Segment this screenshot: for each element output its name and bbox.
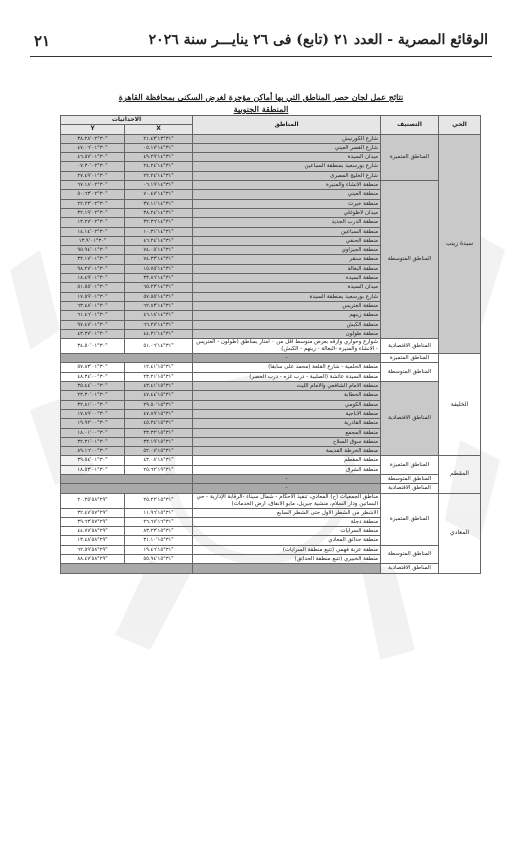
district-cell: المقطم [439, 456, 481, 493]
table-row: ٣٠°٠١'١٨.٥٣" ٣١°١٩'٢٥.٦٢" منطقة الشرق [61, 465, 481, 474]
table-row: ٣٠°٠٠'٣٥.٤٤" ٣١°١٥'٤٣.٤١" منطقة الامام الشافعي والامام الليث المناطق الاقتصادية [61, 382, 481, 391]
table-row: - المناطق الاقتصادية [61, 484, 481, 493]
table-subtitle: المنطقة الجنوبية [233, 104, 289, 114]
gazette-title: الوقائع المصرية - العدد ٢١ (تابع) فى ٢٦ ينايـــر سنة ٢٠٢٦ [148, 32, 488, 48]
table-row: ٢٩°٥٧'٣٢.٤٧" ٣١°١٥'١١.٩٦" الاشطر من الشطر الاول حتى الشطر السابع [61, 508, 481, 517]
table-row: - المناطق المتميزة الخليفة [61, 354, 481, 363]
header-coords: الاحداثيات [61, 116, 193, 125]
class-cell: المناطق المتميزة [381, 456, 439, 475]
table-row: ٣٠°٠١'٤٣.٣٧" ٣١°١٤'٤٤.٣١" منطقة طولون [61, 329, 481, 338]
class-cell: المناطق المتوسطة [381, 545, 439, 564]
class-cell: المناطق الاقتصادية [381, 484, 439, 493]
class-cell: المناطق المتوسطة [381, 181, 439, 339]
table-row: ٣٠°٠١'٢٣.٣٠" ٣١°١٥'٤٧.٤٤" منطقة الحطابة [61, 391, 481, 400]
class-cell: المناطق المتميزة [381, 134, 439, 180]
table-row: ٣٠°٠٢'٢٢.٢٣" ٣١°١٤'٣٧.١١" منطقة خيرت [61, 199, 481, 208]
table-row: ٢٩°٥٨'٤٤.٧٧" ٣١°١٥'٨٣.٢٣" منطقة السرايات [61, 527, 481, 536]
table-row: ٢٩°٥٧'٣٩.٦٣" ٣١°١٦'٢٦.٦٧" منطقة دجلة [61, 517, 481, 526]
table-row: ٣٠°٠١'٩٨.٢٧" ٣١°١٤'١٥.٧٥" منطقة البغالة [61, 264, 481, 273]
district-cell: سيدة زينب [439, 134, 481, 354]
header-rule [30, 56, 492, 57]
table-row: ٣٠°٠١'٢٧.٤٩" ٣١°١٤'٢٢.٢٤" شارع الخليج المصرى [61, 171, 481, 180]
header-district: الحي [439, 116, 481, 135]
table-row: ٣٠°٠١'٩٧.٤٧" ٣١°١٤'٦٦.٢٧" منطقة الكبش [61, 320, 481, 329]
page-number: ٢١ [34, 32, 51, 50]
table-row: ٣٠°٠٠'٨٩.١٦" ٣١°١٥'٥٢.٠٧" منطقة الخرطة القديمة [61, 447, 481, 456]
page-header [30, 30, 492, 56]
header-x: X [125, 125, 193, 134]
table-row: ٣٠°٠١'٩٥.٩٤" ٣١°١٤'٧٤.٠٥" منطقة الجيزاوي [61, 246, 481, 255]
table-row: ٣٠°٠١'٤٧.٠٦" ٣١°١٤'٠٥.١٧" شارع القصر العيني [61, 143, 481, 152]
table-row: - المناطق المتوسطة [61, 474, 481, 483]
table-row: ٣٠°٠١'٦١.٤٦" ٣١°١٤'٤٦.١٨" منطقة زينهم [61, 311, 481, 320]
district-cell: الخليفة [439, 354, 481, 456]
table-row: ٣٠°٠٠'١٩.٩٢" ٣١°١٥'٤٥.٣٤" منطقة القادرية [61, 419, 481, 428]
areas-table-wrapper [60, 115, 480, 574]
table-row: ٢٩°٥٨'٦٢.٥٩" ٣١°١٥'١٩.٤٦" منطقة عزبة فهمي (تتبع منطقة السرايات) المناطق المتوسطة [61, 545, 481, 554]
table-row: ٣٠°٠٠'٤٨.٣٤" ٣١°١٥'٢٣.٢١" منطقة السيدة عائشة (الصليبة - درب غزه - درب الحصر) [61, 372, 481, 381]
table-row: ٣٠°٠٢'٦٧.١٨" ٣١°١٤'٠٦.١٩" منطقة الانشاء والمنيرة المناطق المتوسطة [61, 181, 481, 190]
table-row: ٣٠°٠١'٤٦.٥٧" ٣١°١٤'٤٩.٢٩" ميدان السيدة [61, 153, 481, 162]
table-row: ٣٠°٠٢'١٤.١٤" ٣١°١٤'١٠.٣١" منطقة السباعين [61, 227, 481, 236]
class-cell: المناطق المتميزة [381, 354, 439, 363]
table-row: ٣٠°٠١'٣٣.١٧" ٣١°١٤'٧٤.٣٣" منطقة سنقر [61, 255, 481, 264]
header-y: Y [61, 125, 125, 134]
class-cell: المناطق المتوسطة [381, 474, 439, 483]
header-area: المناطق [193, 116, 381, 135]
table-row: ٣٠°٠١'١٨.٤٩" ٣١°١٤'٣٣.٨٦" منطقة السيدة [61, 274, 481, 283]
class-cell: المناطق المتميزة [381, 493, 439, 545]
table-row: ٢٩°٥٨'٢٠.٣٥" ٣١°١٥'٢٥.٢٢" مناطق الجمعيات (ح) المعادي، تنفيذ الاحكام - شمال سيناء -الرقابة الإدارية - حي البساتين ودار السلام، منشية جبريل، مايو الانفاق، ارض الخدمات) المناطق المتميزة المعادي [61, 493, 481, 508]
areas-table [60, 115, 481, 574]
table-row: ٣٠°٠٢'٣٢.١٩" ٣١°١٤'٣٨.٢٤" ميدان لاظوغلي [61, 208, 481, 217]
table-row: ٣٠°٠١'١٣.٩" ٣١°١٤'٤٦.٢٤" منطقة الحنفي [61, 236, 481, 245]
class-cell: المناطق الاقتصادية [381, 382, 439, 456]
table-row: ٣٠°٠٠'١٧.٨٩" ٣١°١٥'٤٧.٨٩" منطقة الاباجية [61, 409, 481, 418]
table-row: ٣٠°٠١'٦٣.٤٨" ٣١°١٤'٦٢.٨٣" منطقة العتريس [61, 301, 481, 310]
table-row: ٣٠°٠١'٣٩.٥٤" ٣١°١٨'٤٣.٠٨" منطقة المقطم المناطق المتميزة المقطم [61, 456, 481, 465]
table-row: ٣٠°٠١'٣٢.٣١" ٣١°١٥'٣٣.١٩" منطقة سوق السلاح [61, 437, 481, 446]
table-row: ٣٠°٠٢'٣٨.٢٨" ٣١°١٣'٢١.٤٣" شارع الكورنيش المناطق المتميزة سيدة زينب [61, 134, 481, 143]
table-row: ٣٠°٠١'٥١.٥٥" ٣١°١٤'٦٥.٢٣" ميدان السيدة [61, 283, 481, 292]
table-row: ٣٠°٠١'٣٤.٥٠" ٣١°١٤'٥١.٠٦" شوارع وحواري وازقه بعرض متوسط اقل من ٠ امتار بمناطق (طولون - العتريس - الانشاء والمنيرة -البغالة - زينهم - الكبش) المناطق الاقتصادية [61, 339, 481, 354]
table-row: ٣٠°٠١'١٧.٥٩" ٣١°١٤'٥٧.٥٥" شارع بورسعيد بمنطقة السيدة [61, 292, 481, 301]
table-row: ٣٠°٠١'٥٧.٨٣" ٣١°١٥'١٢.٤١" منطقة الحلمية - شارع القلعة (محمد على سابقا) المناطق المتوسطة [61, 363, 481, 372]
table-row: ٣٠°٠٠'٣٢.٨١" ٣١°١٥'٢٩.٥٠" منطقة الكومي [61, 400, 481, 409]
table-row: ٣٠°٠٠'١٨.٠١" ٣١°١٥'٣٣.٣٢" منطقة المجمع [61, 428, 481, 437]
table-row [61, 564, 481, 573]
district-cell: المعادي [439, 493, 481, 573]
table-title: نتائج عمل لجان حصر المناطق التي بها أماكن مؤجرة لغرض السكنى بمحافظة القاهرة [118, 92, 404, 102]
class-cell: المناطق الاقتصادية [381, 564, 439, 573]
header-class: التصنيف [381, 116, 439, 135]
class-cell: المناطق الاقتصادية [381, 339, 439, 354]
table-row: ٣٠°٠٢'٠٧.٣٠" ٣١°١٤'٢٤.٢٤" شارع بورسعيد بمنطقة السباعين [61, 162, 481, 171]
class-cell: المناطق المتوسطة [381, 363, 439, 382]
table-row: ٣٠°٠٢'١٣.٢٧" ٣١°١٤'٣٢.٣٦" منطقة الدرب الجديد [61, 218, 481, 227]
table-row: ٢٩°٥٨'٨٨.٤٧" ٣١°١٥'٥٥.٩٤" منطقة الخبيري (تتبع منطقة الحدائق) [61, 555, 481, 564]
table-row: ٢٩°٥٨'١٣.٤٨" ٣١°١٥'٣١.١٠" منطقة حدائق المعادي [61, 536, 481, 545]
table-row: ٣٠°٠٢'٥٠.٦٣" ٣١°١٤'٧٠.٤٧" منطقة العيني [61, 190, 481, 199]
